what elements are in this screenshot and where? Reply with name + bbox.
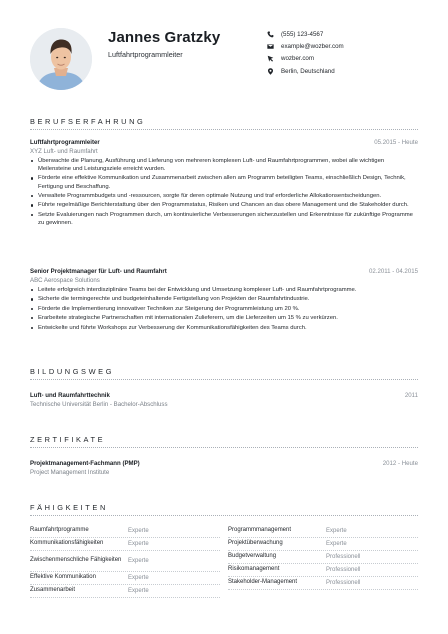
certificate-title: Projektmanagement-Fachmann (PMP) [30, 460, 140, 467]
certificate-date: 2012 - Heute [382, 460, 418, 467]
list-item: Führte regelmäßige Berichterstattung über den Programmstatus, Risiken und Chancen an das obere Management und die Stakeholder durch. [30, 201, 418, 209]
list-item: Leitete erfolgreich interdisziplinäre Teams bei der Entwicklung und Umsetzung komplexer Luft- und Raumfahrtprogramme. [30, 286, 418, 294]
phone-icon [266, 30, 274, 38]
skill-row [30, 572, 220, 585]
skills-heading: FÄHIGKEITEN [30, 503, 108, 512]
education-divider [30, 379, 418, 380]
cursor-icon [266, 55, 274, 63]
job-1-company: XYZ Luft- und Raumfahrt [30, 148, 98, 155]
skill-level: Experte [128, 541, 149, 547]
skill-row [30, 585, 220, 598]
skill-name: Risikomanagement [228, 566, 280, 573]
skill-level: Professionell [326, 580, 361, 586]
certificate-issuer: Project Management Institute [30, 469, 110, 476]
contact-location [266, 65, 344, 77]
candidate-name: Jannes Gratzky [108, 29, 221, 46]
skills-right-column [228, 525, 418, 590]
skill-row [228, 538, 418, 551]
education-date: 2011 [404, 392, 418, 399]
avatar [30, 28, 92, 90]
job-2-title: Senior Projektmanager für Luft- und Raumfahrt [30, 268, 167, 275]
list-item: Förderte eine effektive Kommunikation und Zusammenarbeit zwischen allen am Programm beteiligten Teams, einschließlich Design, Technik, Fertigung und Beschaffung. [30, 174, 418, 190]
contact-list [266, 28, 344, 77]
contact-phone [266, 28, 344, 40]
list-item: Sicherte die termingerechte und budgeteinhaltende Fertigstellung von Projekten der Raumfahrtindustrie. [30, 295, 418, 303]
skill-row [228, 577, 418, 590]
skill-row [30, 551, 220, 572]
mail-icon [266, 42, 274, 50]
skill-name: Zusammenarbeit [30, 587, 76, 594]
certificates-divider [30, 447, 418, 448]
job-1-title: Luftfahrtprogrammleiter [30, 139, 100, 146]
contact-website-text[interactable]: wozber.com [281, 55, 315, 63]
skill-name: Budgetverwaltung [228, 553, 277, 560]
certificates-heading: ZERTIFIKATE [30, 435, 106, 444]
list-item: Überwachte die Planung, Ausführung und Lieferung von mehreren komplexen Luft- und Raumfahrtprogrammen, wobei alle wichtigen Meilensteine und Leistungsziele erreicht wurden. [30, 157, 418, 173]
skill-level: Experte [128, 575, 149, 581]
skill-name: Effektive Kommunikation [30, 574, 96, 581]
experience-heading: BERUFSERFAHRUNG [30, 117, 146, 126]
skill-level: Professionell [326, 567, 361, 573]
skill-row [30, 538, 220, 551]
skill-row [228, 564, 418, 577]
list-item: Verwaltete Programmbudgets und -ressourcen, sorgte für deren optimale Nutzung und traf erforderliche Allokationsentscheidungen. [30, 192, 418, 200]
contact-phone-text[interactable]: (555) 123-4567 [281, 30, 324, 38]
skill-level: Experte [326, 528, 347, 534]
list-item: Setzte Evaluierungen nach Programmen durch, um kontinuierliche Verbesserungen sicherzustellen und Erkenntnisse für zukünftige Programme zu gewinnen. [30, 211, 418, 227]
skill-name: Raumfahrtprogramme [30, 527, 89, 534]
contact-website [266, 53, 344, 65]
experience-divider [30, 129, 418, 130]
skills-left-column [30, 525, 220, 598]
contact-email-text[interactable]: example@wozber.com [281, 42, 344, 50]
education-institution: Technische Universität Berlin - Bachelor-Abschluss [30, 401, 168, 408]
skill-row [30, 525, 220, 538]
skill-level: Experte [128, 528, 149, 534]
job-2-date: 02.2011 - 04.2015 [368, 268, 418, 275]
skill-row [228, 525, 418, 538]
skill-level: Experte [128, 558, 149, 564]
skills-divider [30, 515, 418, 516]
skill-level: Experte [326, 541, 347, 547]
skill-name: Stakeholder-Management [228, 579, 298, 586]
skill-name: Projektüberwachung [228, 540, 283, 547]
job-2-company: ABC Aerospace Solutions [30, 277, 100, 284]
skill-name: Zwischenmenschliche Fähigkeiten [30, 557, 122, 564]
list-item: Förderte die Implementierung innovativer Techniken zur Steigerung der Programmleistung um 20 %. [30, 305, 418, 313]
skill-name: Programmmanagement [228, 527, 292, 534]
skill-row [228, 551, 418, 564]
location-pin-icon [266, 67, 274, 75]
job-1-bullets [30, 157, 418, 228]
job-1-date: 05.2015 - Heute [374, 139, 418, 146]
skill-level: Experte [128, 588, 149, 594]
list-item: Erarbeitete strategische Partnerschaften mit internationalen Zulieferern, um die Lieferzeiten um 15 % zu verkürzen. [30, 314, 418, 322]
profile-photo [30, 28, 92, 90]
education-heading: BILDUNGSWEG [30, 367, 115, 376]
candidate-title: Luftfahrtprogrammleiter [108, 50, 183, 59]
contact-location-text: Berlin, Deutschland [281, 67, 335, 75]
skill-level: Professionell [326, 554, 361, 560]
contact-email [266, 40, 344, 52]
list-item: Entwickelte und führte Workshops zur Verbesserung der Kommunikationsfähigkeiten des Teams durch. [30, 324, 418, 332]
skill-name: Kommunikationsfähigkeiten [30, 540, 104, 547]
education-title: Luft- und Raumfahrttechnik [30, 392, 110, 399]
job-2-bullets [30, 286, 418, 333]
